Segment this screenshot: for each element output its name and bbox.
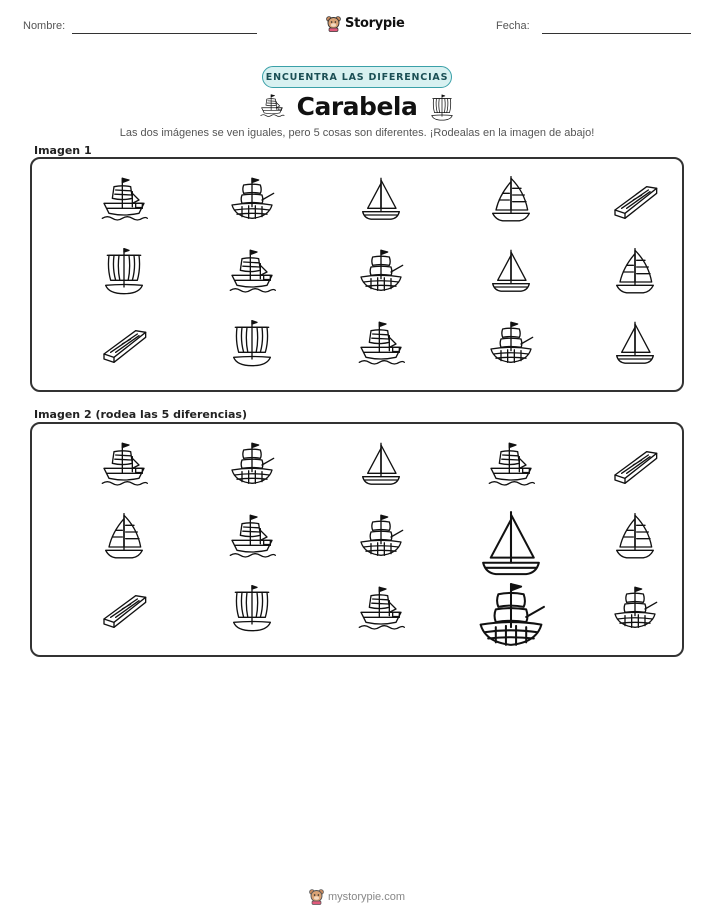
plank-icon[interactable]: [610, 440, 660, 490]
plank-icon: [99, 319, 149, 369]
section1-label: Imagen 1: [34, 144, 92, 157]
galleon-icon: [227, 175, 277, 225]
sailboat-icon: [610, 319, 660, 369]
galleon-icon[interactable]: [227, 440, 277, 490]
galleon-icon: [356, 247, 406, 297]
galleon-icon[interactable]: [356, 512, 406, 562]
galleon-icon[interactable]: [473, 579, 549, 655]
plank-icon: [610, 175, 660, 225]
image2-panel[interactable]: [30, 422, 684, 657]
sailboat-striped-icon: [610, 247, 660, 297]
caravel-icon[interactable]: [99, 440, 149, 490]
sailboat-striped-icon[interactable]: [99, 512, 149, 562]
image1-panel: [30, 157, 684, 392]
caravel-icon: [356, 319, 406, 369]
brand-name: Storypie: [345, 15, 405, 31]
date-label: Fecha:: [496, 20, 530, 32]
caravel-icon: [227, 247, 277, 297]
section2-label: Imagen 2 (rodea las 5 diferencias): [34, 408, 248, 421]
sailboat-striped-icon: [486, 175, 536, 225]
name-label: Nombre:: [23, 20, 66, 32]
galleon-icon[interactable]: [610, 584, 660, 634]
date-line[interactable]: [542, 33, 691, 34]
square-sail-ship-icon: [99, 247, 149, 297]
galleon-icon: [486, 319, 536, 369]
instructions-text: Las dos imágenes se ven iguales, pero 5 cosas son diferentes. ¡Rodealas en la imagen de abajo!: [119, 127, 595, 139]
sailboat-icon: [356, 175, 406, 225]
footer: [309, 888, 405, 905]
footer-site: mystorypie.com: [328, 890, 406, 903]
caravel-icon[interactable]: [356, 584, 406, 634]
square-sail-ship-icon[interactable]: [227, 584, 277, 634]
sailboat-icon[interactable]: [356, 440, 406, 490]
activity-badge: ENCUENTRA LAS DIFERENCIAS: [262, 66, 452, 88]
caravel-icon[interactable]: [227, 512, 277, 562]
caravel-icon: [99, 175, 149, 225]
sailboat-icon: [486, 247, 536, 297]
brand-logo: [326, 13, 405, 33]
name-line[interactable]: [72, 33, 257, 34]
page-title: Carabela: [296, 92, 418, 121]
sailboat-striped-icon[interactable]: [610, 512, 660, 562]
plank-icon[interactable]: [99, 584, 149, 634]
bear-mascot-icon: [309, 888, 324, 905]
title-ship-right-icon: [428, 93, 456, 123]
sailboat-icon[interactable]: [473, 507, 549, 583]
caravel-icon[interactable]: [486, 440, 536, 490]
bear-mascot-icon: [326, 15, 341, 32]
square-sail-ship-icon: [227, 319, 277, 369]
